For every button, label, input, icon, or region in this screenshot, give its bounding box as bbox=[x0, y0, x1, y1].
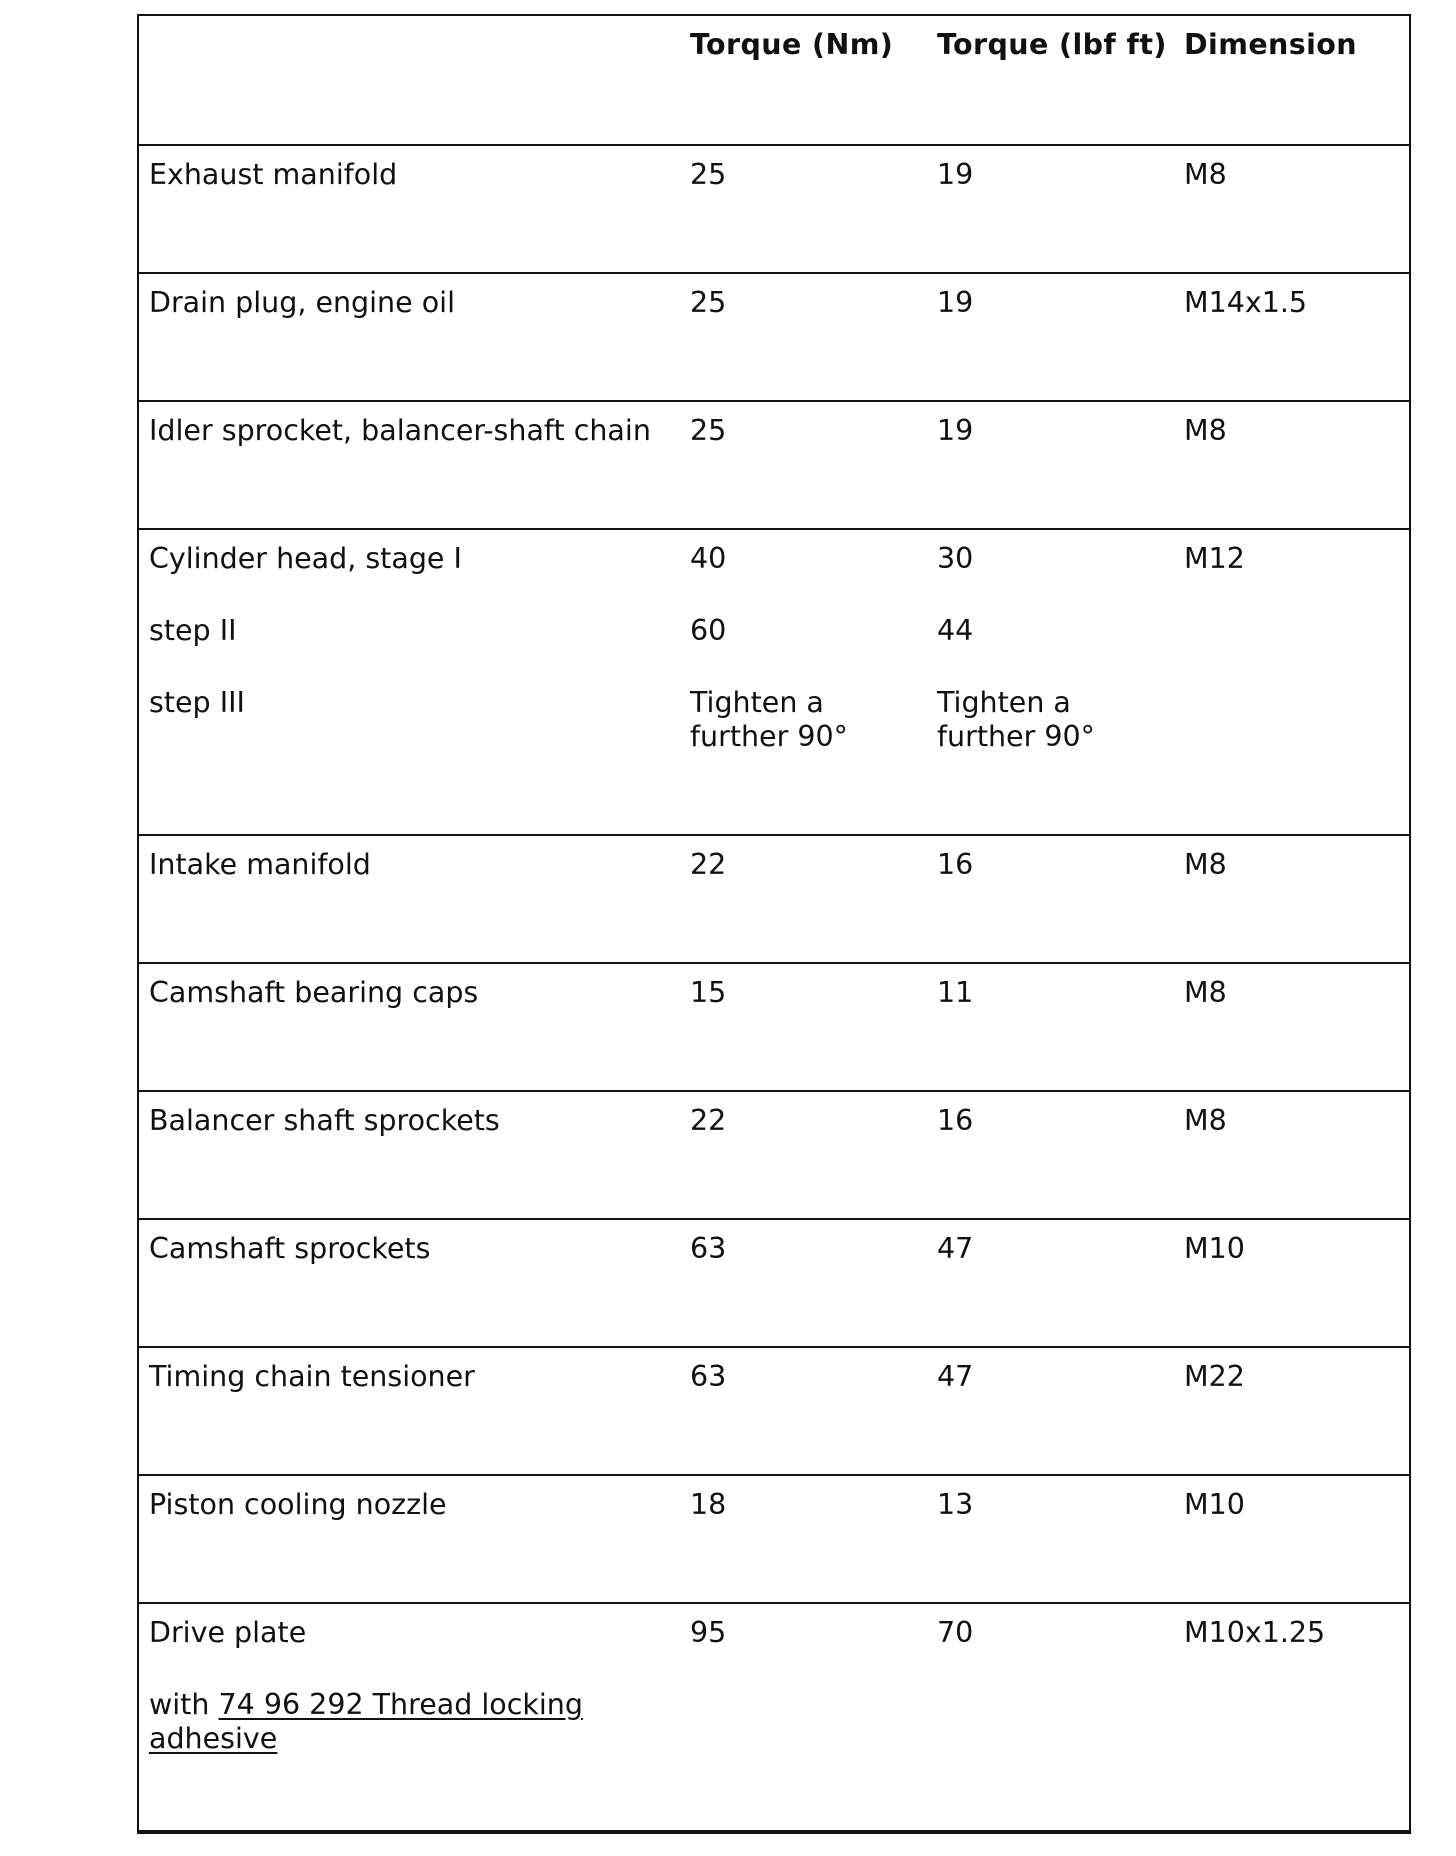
table-row bbox=[139, 836, 1409, 964]
dimension-cell: M14x1.5 bbox=[1184, 286, 1308, 319]
table-row bbox=[139, 146, 1409, 274]
torque-lbf-cell: 13 bbox=[937, 1488, 974, 1521]
table-row bbox=[139, 1092, 1409, 1220]
torque-nm-cell: 95 bbox=[690, 1616, 727, 1649]
table-header-row bbox=[139, 16, 1409, 146]
component-cell: Balancer shaft sprockets bbox=[149, 1104, 500, 1137]
table-row bbox=[139, 402, 1409, 530]
table-row bbox=[139, 274, 1409, 402]
torque-nm-cell: 22 bbox=[690, 848, 727, 881]
step-label: step II bbox=[149, 614, 237, 647]
thread-locking-adhesive-link-cont[interactable]: adhesive bbox=[149, 1722, 278, 1755]
dimension-cell: M8 bbox=[1184, 848, 1227, 881]
dimension-cell: M10 bbox=[1184, 1232, 1245, 1265]
torque-lbf-cell: 70 bbox=[937, 1616, 974, 1649]
torque-spec-table bbox=[137, 14, 1411, 1834]
note-prefix: with bbox=[149, 1688, 219, 1721]
component-cell: Piston cooling nozzle bbox=[149, 1488, 447, 1521]
table-row bbox=[139, 1348, 1409, 1476]
table-row bbox=[139, 1220, 1409, 1348]
torque-lbf-cell: 11 bbox=[937, 976, 974, 1009]
component-cell: Camshaft bearing caps bbox=[149, 976, 479, 1009]
stage-value: 40 bbox=[690, 542, 727, 575]
dimension-cell: M10x1.25 bbox=[1184, 1616, 1326, 1649]
torque-lbf-cell: 19 bbox=[937, 414, 974, 447]
step-value: further 90° bbox=[937, 720, 1095, 753]
note-line bbox=[149, 1688, 679, 1722]
component-cell: Intake manifold bbox=[149, 848, 371, 881]
table-row bbox=[139, 1476, 1409, 1604]
torque-nm-cell: 25 bbox=[690, 158, 727, 191]
torque-lbf-cell: 16 bbox=[937, 1104, 974, 1137]
component-cell: Timing chain tensioner bbox=[149, 1360, 475, 1393]
component-cell: Drain plug, engine oil bbox=[149, 286, 455, 319]
step-value: further 90° bbox=[690, 720, 848, 753]
table-row bbox=[139, 1604, 1409, 1832]
torque-nm-cell: 63 bbox=[690, 1232, 727, 1265]
torque-lbf-cell: 47 bbox=[937, 1360, 974, 1393]
header-dimension: Dimension bbox=[1184, 28, 1357, 61]
dimension-cell: M8 bbox=[1184, 976, 1227, 1009]
torque-lbf-cell: 47 bbox=[937, 1232, 974, 1265]
table-row bbox=[139, 964, 1409, 1092]
torque-lbf-cell bbox=[937, 542, 1177, 754]
component-cell: Camshaft sprockets bbox=[149, 1232, 431, 1265]
dimension-cell: M8 bbox=[1184, 158, 1227, 191]
dimension-cell: M22 bbox=[1184, 1360, 1245, 1393]
step-value: Tighten a bbox=[690, 686, 824, 719]
header-torque-nm: Torque (Nm) bbox=[690, 28, 894, 61]
torque-nm-cell: 63 bbox=[690, 1360, 727, 1393]
torque-lbf-cell: 19 bbox=[937, 286, 974, 319]
component-label: Drive plate bbox=[149, 1616, 307, 1649]
header-torque-lbf-ft: Torque (lbf ft) bbox=[937, 28, 1167, 61]
step-value: 44 bbox=[937, 614, 974, 647]
component-cell bbox=[149, 1616, 679, 1756]
dimension-cell: M8 bbox=[1184, 414, 1227, 447]
torque-nm-cell: 25 bbox=[690, 286, 727, 319]
dimension-cell: M12 bbox=[1184, 542, 1245, 575]
stage-label: Cylinder head, stage I bbox=[149, 542, 462, 575]
step-label: step III bbox=[149, 686, 245, 719]
torque-nm-cell: 22 bbox=[690, 1104, 727, 1137]
thread-locking-adhesive-link[interactable]: 74 96 292 Thread locking bbox=[218, 1688, 583, 1721]
step-value: Tighten a bbox=[937, 686, 1071, 719]
torque-lbf-cell: 19 bbox=[937, 158, 974, 191]
dimension-cell: M8 bbox=[1184, 1104, 1227, 1137]
step-value: 60 bbox=[690, 614, 727, 647]
stage-value: 30 bbox=[937, 542, 974, 575]
component-cell: Idler sprocket, balancer-shaft chain bbox=[149, 414, 651, 447]
torque-nm-cell bbox=[690, 542, 930, 754]
dimension-cell: M10 bbox=[1184, 1488, 1245, 1521]
torque-nm-cell: 15 bbox=[690, 976, 727, 1009]
component-cell bbox=[149, 542, 679, 720]
torque-nm-cell: 18 bbox=[690, 1488, 727, 1521]
table-row bbox=[139, 530, 1409, 836]
component-cell: Exhaust manifold bbox=[149, 158, 398, 191]
torque-nm-cell: 25 bbox=[690, 414, 727, 447]
torque-lbf-cell: 16 bbox=[937, 848, 974, 881]
